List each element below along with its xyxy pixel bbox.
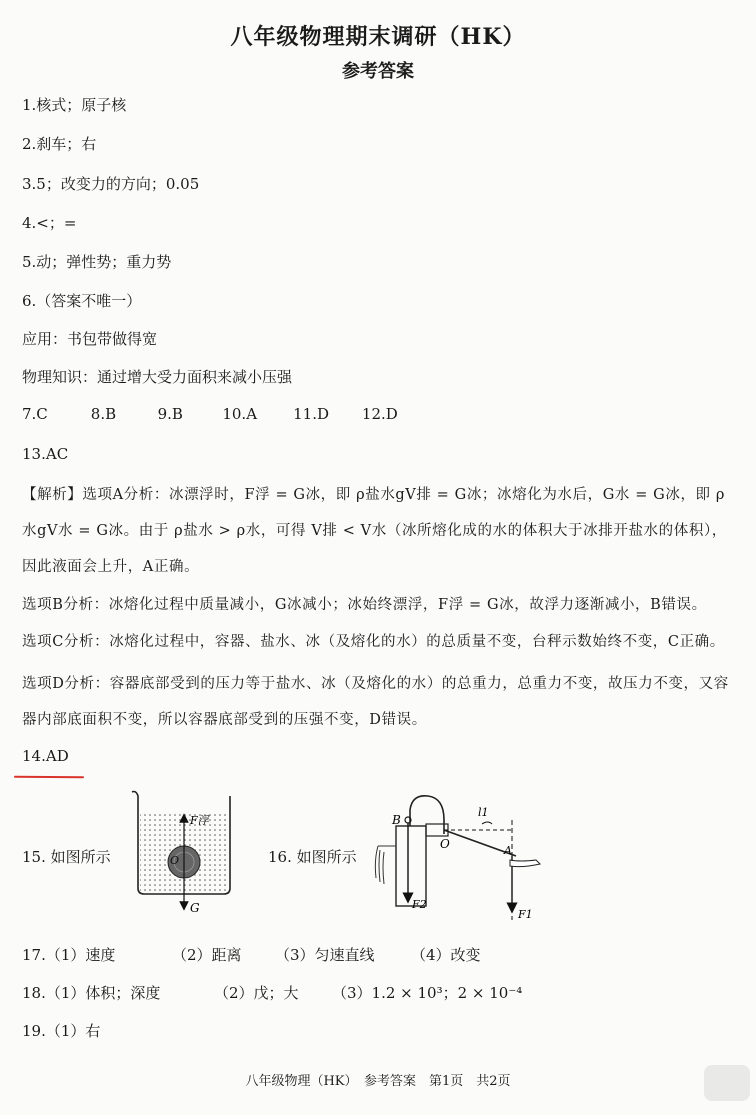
analysis-option-c: 选项C分析：冰熔化过程中，容器、盐水、冰（及熔化的水）的总质量不变，台秤示数始终不变，C正确。 bbox=[22, 634, 725, 650]
answer-q17-1: 17.（1）速度 bbox=[22, 946, 116, 964]
answer-q10: 10.A bbox=[222, 405, 258, 423]
answer-q13: 13.AC bbox=[22, 445, 69, 463]
answer-q18-1: 18.（1）体积；深度 bbox=[22, 984, 161, 1002]
answer-q14: 14.AD bbox=[22, 747, 69, 765]
answer-q3: 3.5；改变力的方向；0.05 bbox=[22, 175, 200, 193]
label-f2: F2 bbox=[412, 898, 427, 911]
analysis-option-d: 选项D分析：容器底部受到的压力等于盐水、冰（及熔化的水）的总重力，总重力不变，故压力不变，又容器内部底面积不变，所以容器底部受到的压强不变，D错误。 bbox=[22, 676, 729, 728]
answer-q19: 19.（1）右 bbox=[22, 1022, 101, 1040]
label-a: A bbox=[504, 844, 512, 857]
answer-q2: 2.刹车；右 bbox=[22, 135, 97, 153]
pump-cylinder bbox=[396, 826, 426, 906]
answer-q11: 11.D bbox=[293, 405, 330, 423]
page-subtitle: 参考答案 bbox=[342, 61, 414, 82]
answer-q16: 16. 如图所示 bbox=[268, 848, 357, 866]
answer-q7: 7.C bbox=[22, 405, 48, 423]
answer-q15: 15. 如图所示 bbox=[22, 848, 111, 866]
answer-q9: 9.B bbox=[157, 405, 183, 423]
label-buoyancy: F浮 bbox=[190, 814, 209, 827]
answer-q6: 6.（答案不唯一） bbox=[22, 292, 142, 310]
answer-q18-3: （3）1.2 × 10³；2 × 10⁻⁴ bbox=[332, 984, 523, 1002]
answer-q17 bbox=[22, 944, 481, 965]
answer-q8: 8.B bbox=[90, 405, 117, 423]
label-f1: F1 bbox=[518, 908, 533, 921]
label-gravity: G bbox=[190, 901, 200, 915]
answer-q1: 1.核式；原子核 bbox=[22, 96, 127, 114]
figure-16-lever-diagram bbox=[370, 790, 545, 925]
analysis-option-a: 【解析】选项A分析：冰漂浮时，F浮 = G冰，即 ρ盐水gV排 = G冰；冰熔化为水后，G水 = G冰，即 ρ水gV水 = G冰。由于 ρ盐水 > ρ水，可得 V排 < V水（冰所熔化成的水的体积大于冰排开盐水的体积），因此液面会上升，A正确。 bbox=[22, 487, 727, 575]
label-l1: l1 bbox=[478, 806, 489, 819]
answer-q17-2: （2）距离 bbox=[172, 946, 242, 964]
answer-q17-3: （3）匀速直线 bbox=[275, 946, 375, 964]
watermark-logo bbox=[704, 1065, 750, 1101]
answer-q12: 12.D bbox=[361, 405, 398, 423]
figure-15-beaker-diagram bbox=[128, 788, 238, 918]
label-center: O bbox=[170, 854, 180, 867]
answer-q6-knowledge: 物理知识：通过增大受力面积来减小压强 bbox=[22, 368, 293, 386]
page-title: 八年级物理期末调研（HK） bbox=[230, 24, 526, 50]
multiple-choice-answers bbox=[22, 405, 398, 423]
answer-q5: 5.动；弹性势；重力势 bbox=[22, 253, 172, 271]
hand bbox=[510, 860, 540, 867]
red-pen-underline bbox=[14, 776, 84, 779]
answer-q18 bbox=[22, 982, 522, 1003]
page-footer: 八年级物理（HK） 参考答案 第1页 共2页 bbox=[245, 1074, 511, 1089]
answer-q4: 4.<；= bbox=[22, 214, 77, 232]
label-b: B bbox=[392, 813, 401, 827]
pump-handle-arc bbox=[410, 796, 444, 834]
answer-q17-4: （4）改变 bbox=[411, 946, 481, 964]
water-spout bbox=[375, 846, 396, 884]
answer-q18-2: （2）戊；大 bbox=[214, 984, 299, 1002]
answer-q6-application: 应用：书包带做得宽 bbox=[22, 330, 158, 348]
analysis-option-b: 选项B分析：冰熔化过程中质量减小，G冰减小；冰始终漂浮，F浮 = G冰，故浮力逐渐减小，B错误。 bbox=[22, 597, 707, 613]
label-o: O bbox=[440, 837, 450, 851]
